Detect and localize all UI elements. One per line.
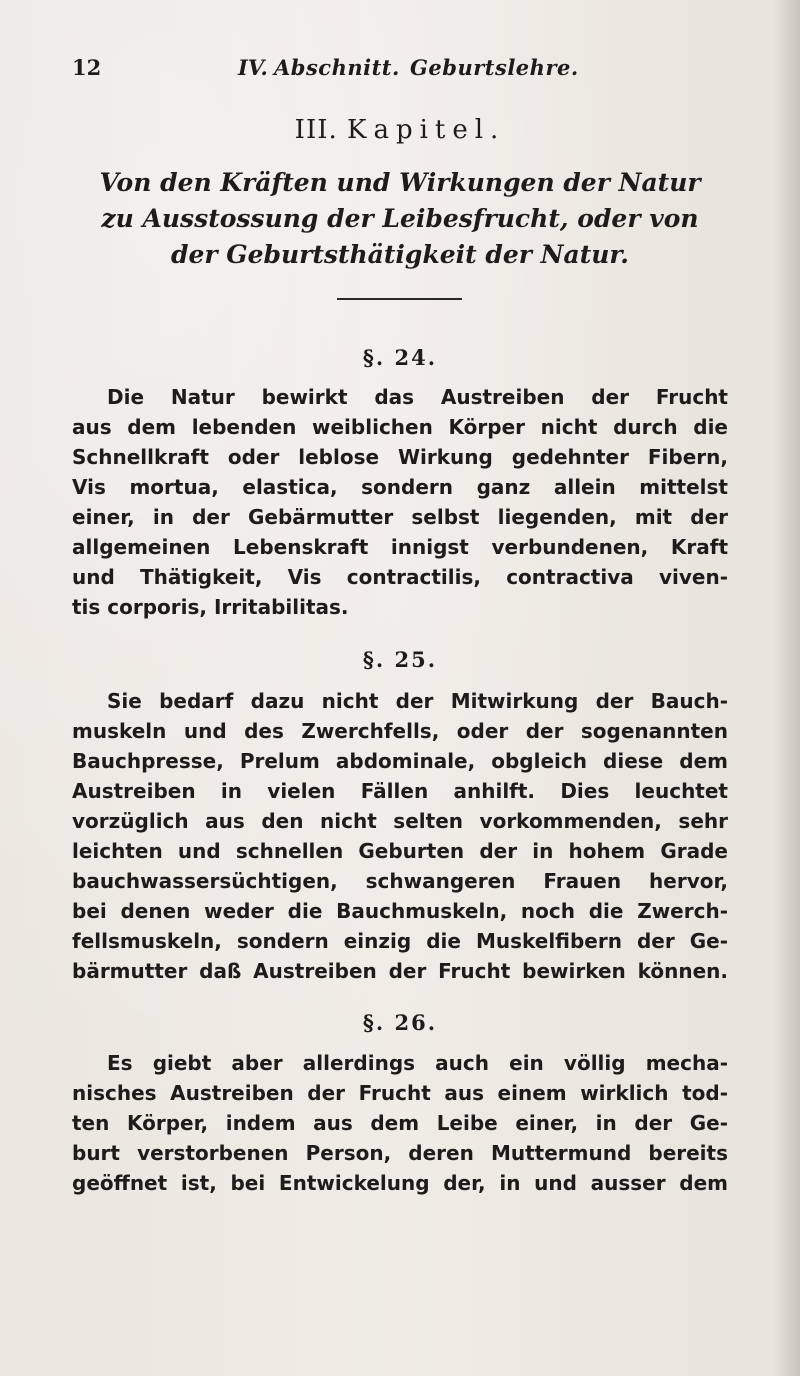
header-section: Abschnitt. (274, 55, 400, 80)
text-line: Die Natur bewirkt das Austreiben der Frucht (107, 385, 728, 409)
text-line: Vis mortua, elastica, sondern ganz allein mittelst (72, 475, 728, 499)
chapter-heading (0, 115, 800, 145)
text-line: fellsmuskeln, sondern einzig die Muskelfibern der Ge- (72, 929, 728, 953)
text-line: vorzüglich aus den nicht selten vorkommenden, sehr (72, 809, 728, 833)
text-line: Austreiben in vielen Fällen anhilft. Dies leuchtet (72, 779, 728, 803)
header-chapter: IV. (238, 55, 268, 80)
section-sign-24: §. 24. (362, 345, 438, 370)
chapter-title-line: Von den Kräften und Wirkungen der Natur (99, 168, 701, 197)
text-line: Bauchpresse, Prelum abdominale, obgleich diese dem (72, 749, 728, 773)
header-subject: Geburtslehre. (410, 55, 579, 80)
section-sign-26: §. 26. (362, 1010, 438, 1035)
chapter-title-line: zu Ausstossung der Leibesfrucht, oder von (101, 204, 699, 233)
chapter-number: III. (294, 115, 338, 145)
text-line: Es giebt aber allerdings auch ein völlig mecha- (107, 1051, 728, 1075)
chapter-word: Kapitel. (347, 115, 506, 145)
text-line: tis corporis, Irritabilitas. (72, 595, 349, 619)
page-edge-shadow (774, 0, 800, 1376)
text-line: bärmutter daß Austreiben der Frucht bewirken können. (72, 959, 728, 983)
chapter-title (60, 165, 740, 273)
running-header (72, 55, 632, 85)
text-line: bei denen weder die Bauchmuskeln, noch die Zwerch- (72, 899, 728, 923)
text-line: einer, in der Gebärmutter selbst liegenden, mit der (72, 505, 728, 529)
text-line: burt verstorbenen Person, deren Muttermund bereits (72, 1141, 728, 1165)
text-line: Schnellkraft oder leblose Wirkung gedehnter Fibern, (72, 445, 728, 469)
text-line: Sie bedarf dazu nicht der Mitwirkung der Bauch- (107, 689, 728, 713)
text-line: leichten und schnellen Geburten der in hohem Grade (72, 839, 728, 863)
text-line: allgemeinen Lebenskraft innigst verbundenen, Kraft (72, 535, 728, 559)
section-sign-25: §. 25. (362, 647, 438, 672)
text-line: muskeln und des Zwerchfells, oder der sogenannten (72, 719, 728, 743)
text-line: aus dem lebenden weiblichen Körper nicht durch die (72, 415, 728, 439)
text-line: ten Körper, indem aus dem Leibe einer, in der Ge- (72, 1111, 728, 1135)
chapter-title-line: der Geburtsthätigkeit der Natur. (170, 240, 629, 269)
divider-rule (337, 298, 462, 300)
text-line: bauchwassersüchtigen, schwangeren Frauen hervor, (72, 869, 728, 893)
text-line: nisches Austreiben der Frucht aus einem wirklich tod- (72, 1081, 728, 1105)
text-line: geöffnet ist, bei Entwickelung der, in und ausser dem (72, 1171, 728, 1195)
text-line: und Thätigkeit, Vis contractilis, contractiva viven- (72, 565, 728, 589)
page-number: 12 (72, 55, 102, 80)
